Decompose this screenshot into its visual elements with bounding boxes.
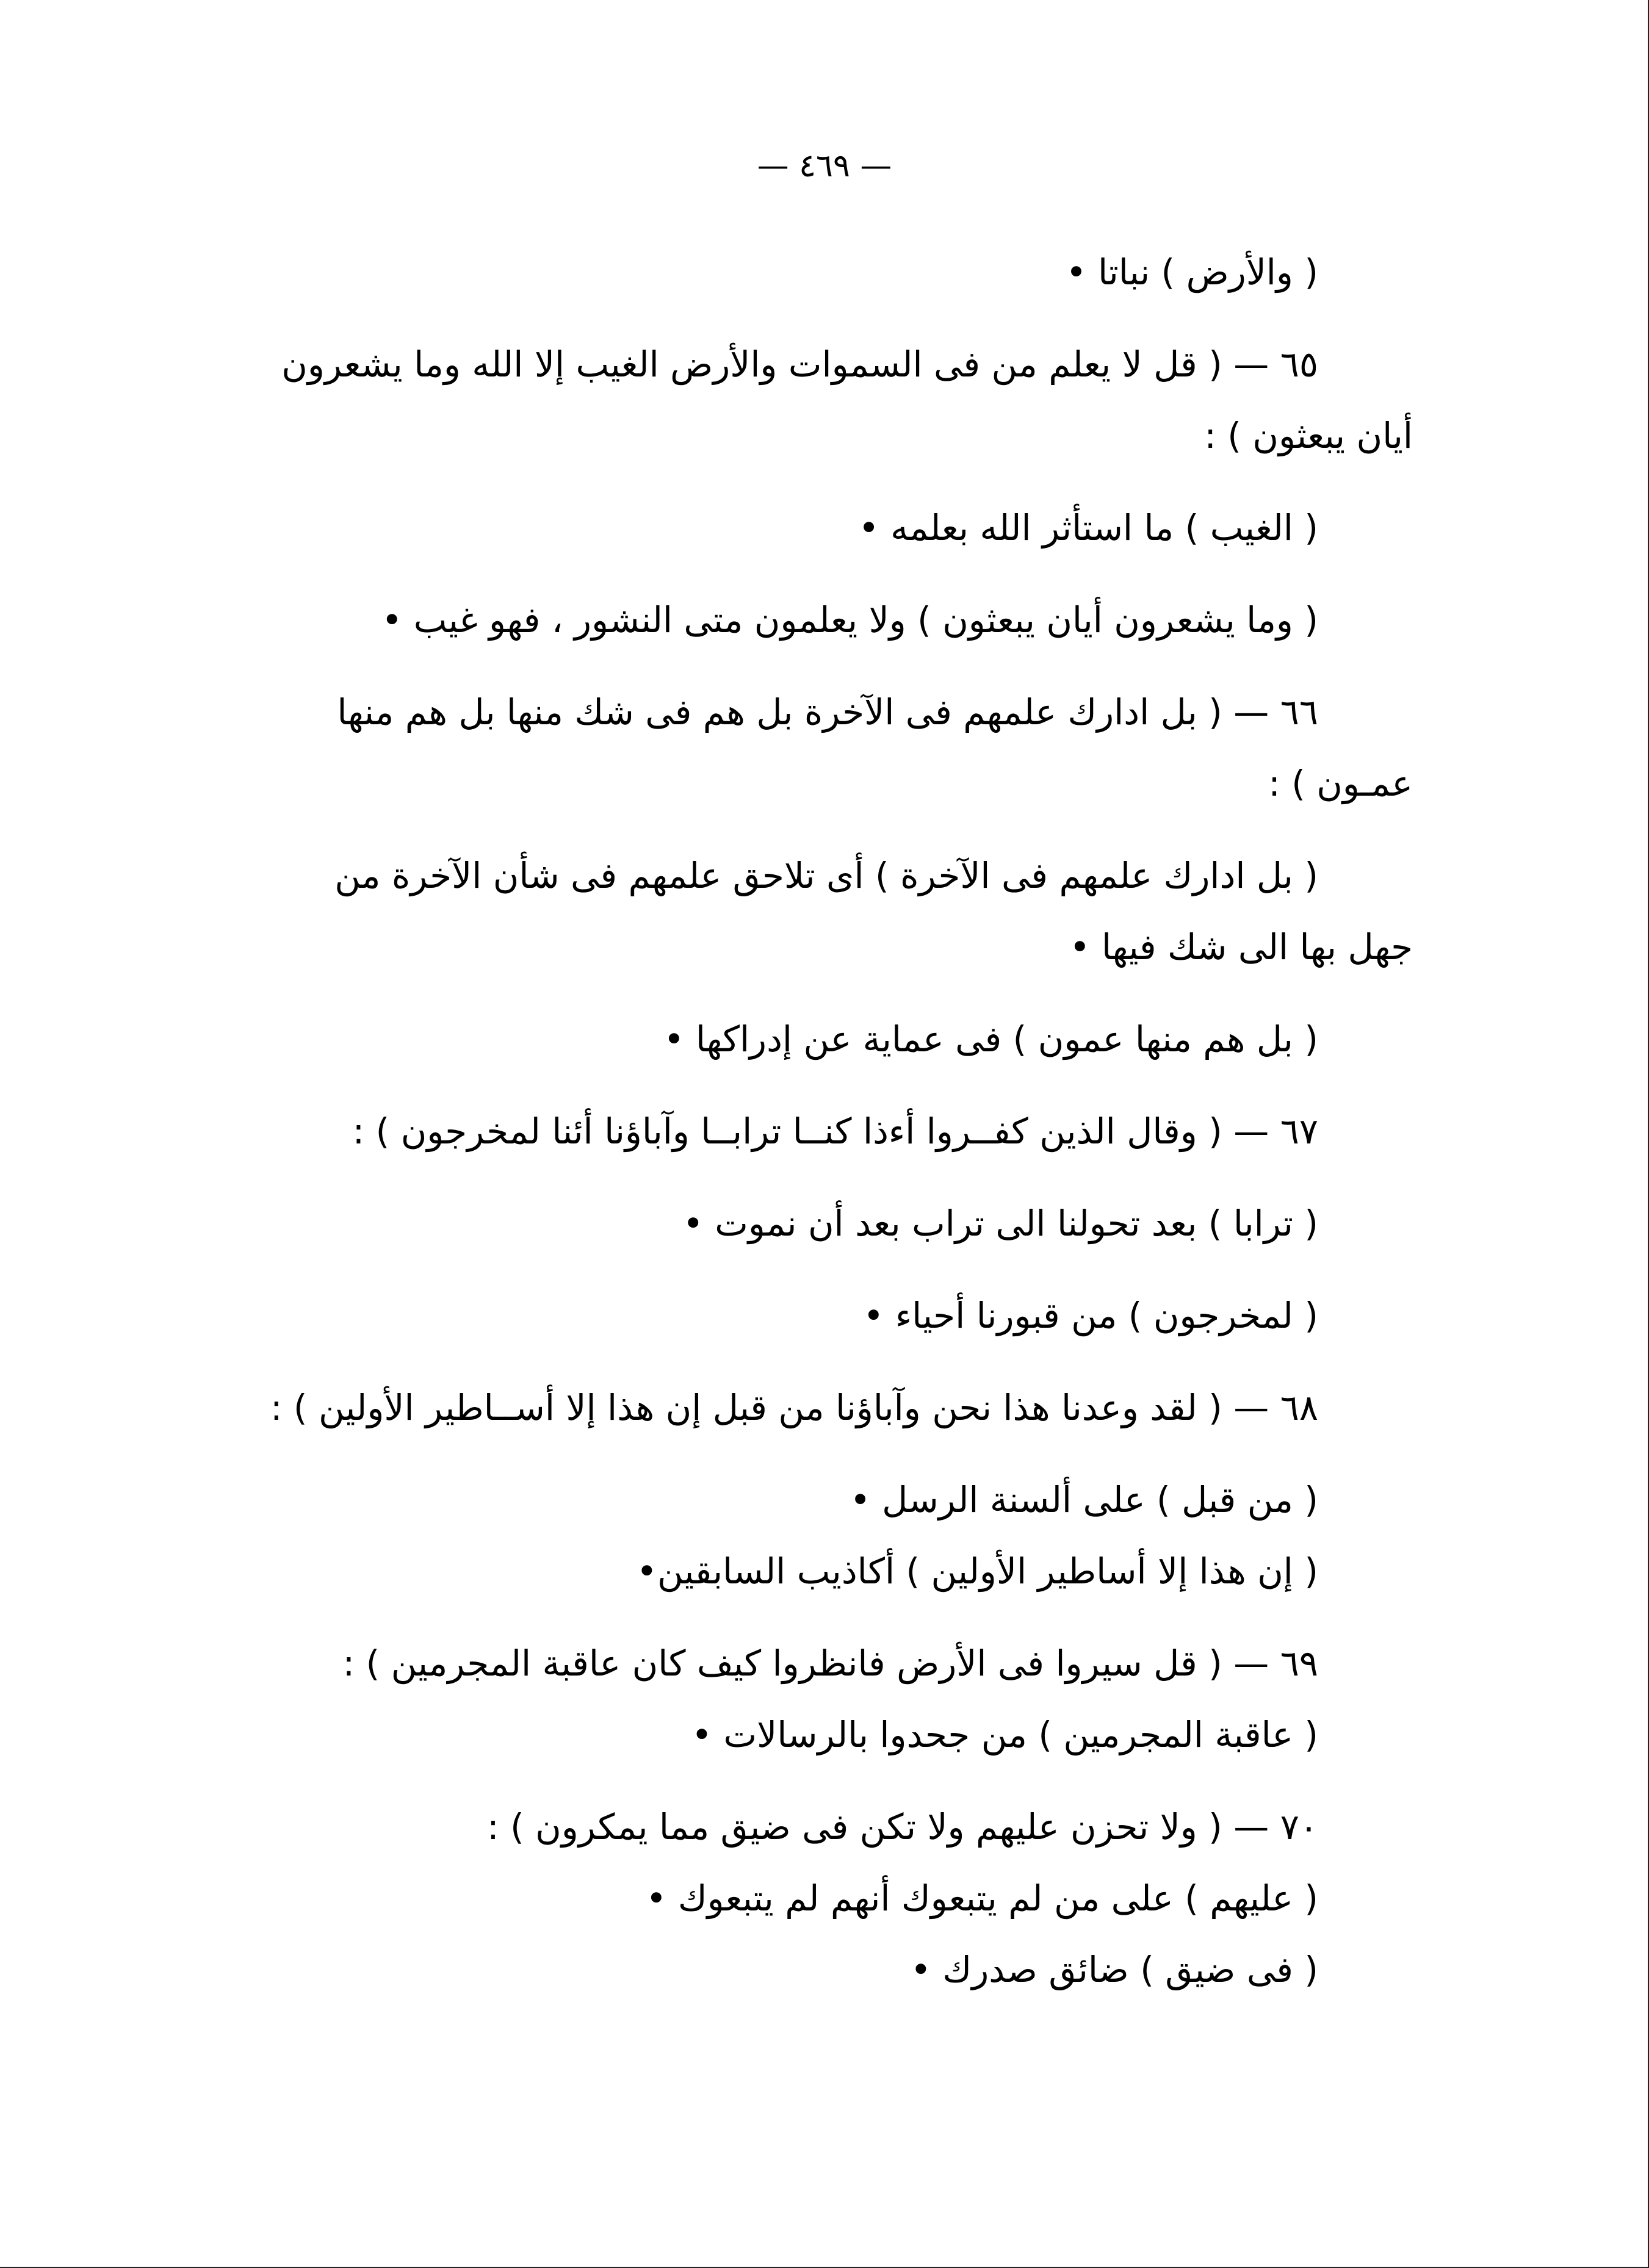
verse-paragraph: ٦٨ — ( لقد وعدنا هذا نحن وآباؤنا من قبل إن هذا إلا أســاطير الأولين ) : bbox=[270, 1387, 1318, 1428]
gloss-paragraph: ( من قبل ) على ألسنة الرسل • bbox=[850, 1479, 1318, 1521]
body-text bbox=[259, 237, 1413, 2006]
verse-paragraph: ٦٧ — ( وقال الذين كفــروا أءذا كنــا ترابــا وآباؤنا أئنا لمخرجون ) : bbox=[352, 1111, 1318, 1152]
verse-paragraph: ٦٩ — ( قل سيروا فى الأرض فانظروا كيف كان عاقبة المجرمين ) : bbox=[342, 1643, 1318, 1684]
gloss-paragraph: ( إن هذا إلا أساطير الأولين ) أكاذيب السابقين• bbox=[636, 1550, 1318, 1592]
verse-paragraph: ٦٥ — ( قل لا يعلم من فى السموات والأرض الغيب إلا الله وما يشعرون أيان يبعثون ) : bbox=[281, 344, 1413, 456]
page-number: — ٤٦٩ — bbox=[757, 148, 892, 184]
gloss-paragraph: ( والأرض ) نباتا • bbox=[1066, 251, 1318, 293]
gloss-paragraph: ( بل هم منها عمون ) فى عماية عن إدراكها • bbox=[663, 1018, 1318, 1060]
gloss-paragraph: ( ترابا ) بعد تحولنا الى تراب بعد أن نموت • bbox=[682, 1203, 1318, 1244]
verse-paragraph: ٧٠ — ( ولا تحزن عليهم ولا تكن فى ضيق مما يمكرون ) : bbox=[487, 1806, 1318, 1848]
gloss-paragraph: ( عليهم ) على من لم يتبعوك أنهم لم يتبعوك • bbox=[646, 1877, 1318, 1919]
verse-paragraph: ٦٦ — ( بل ادارك علمهم فى الآخرة بل هم فى شك منها بل هم منها عمـون ) : bbox=[337, 691, 1413, 804]
gloss-paragraph: ( بل ادارك علمهم فى الآخرة ) أى تلاحق علمهم فى شأن الآخرة من جهل بها الى شك فيها • bbox=[334, 855, 1413, 968]
gloss-paragraph: ( وما يشعرون أيان يبعثون ) ولا يعلمون متى النشور ، فهو غيب • bbox=[381, 599, 1318, 641]
gloss-paragraph: ( فى ضيق ) ضائق صدرك • bbox=[910, 1949, 1318, 1990]
gloss-paragraph: ( عاقبة المجرمين ) من جحدوا بالرسالات • bbox=[691, 1714, 1318, 1755]
gloss-paragraph: ( الغيب ) ما استأثر الله بعلمه • bbox=[858, 507, 1318, 549]
gloss-paragraph: ( لمخرجون ) من قبورنا أحياء • bbox=[863, 1295, 1318, 1336]
